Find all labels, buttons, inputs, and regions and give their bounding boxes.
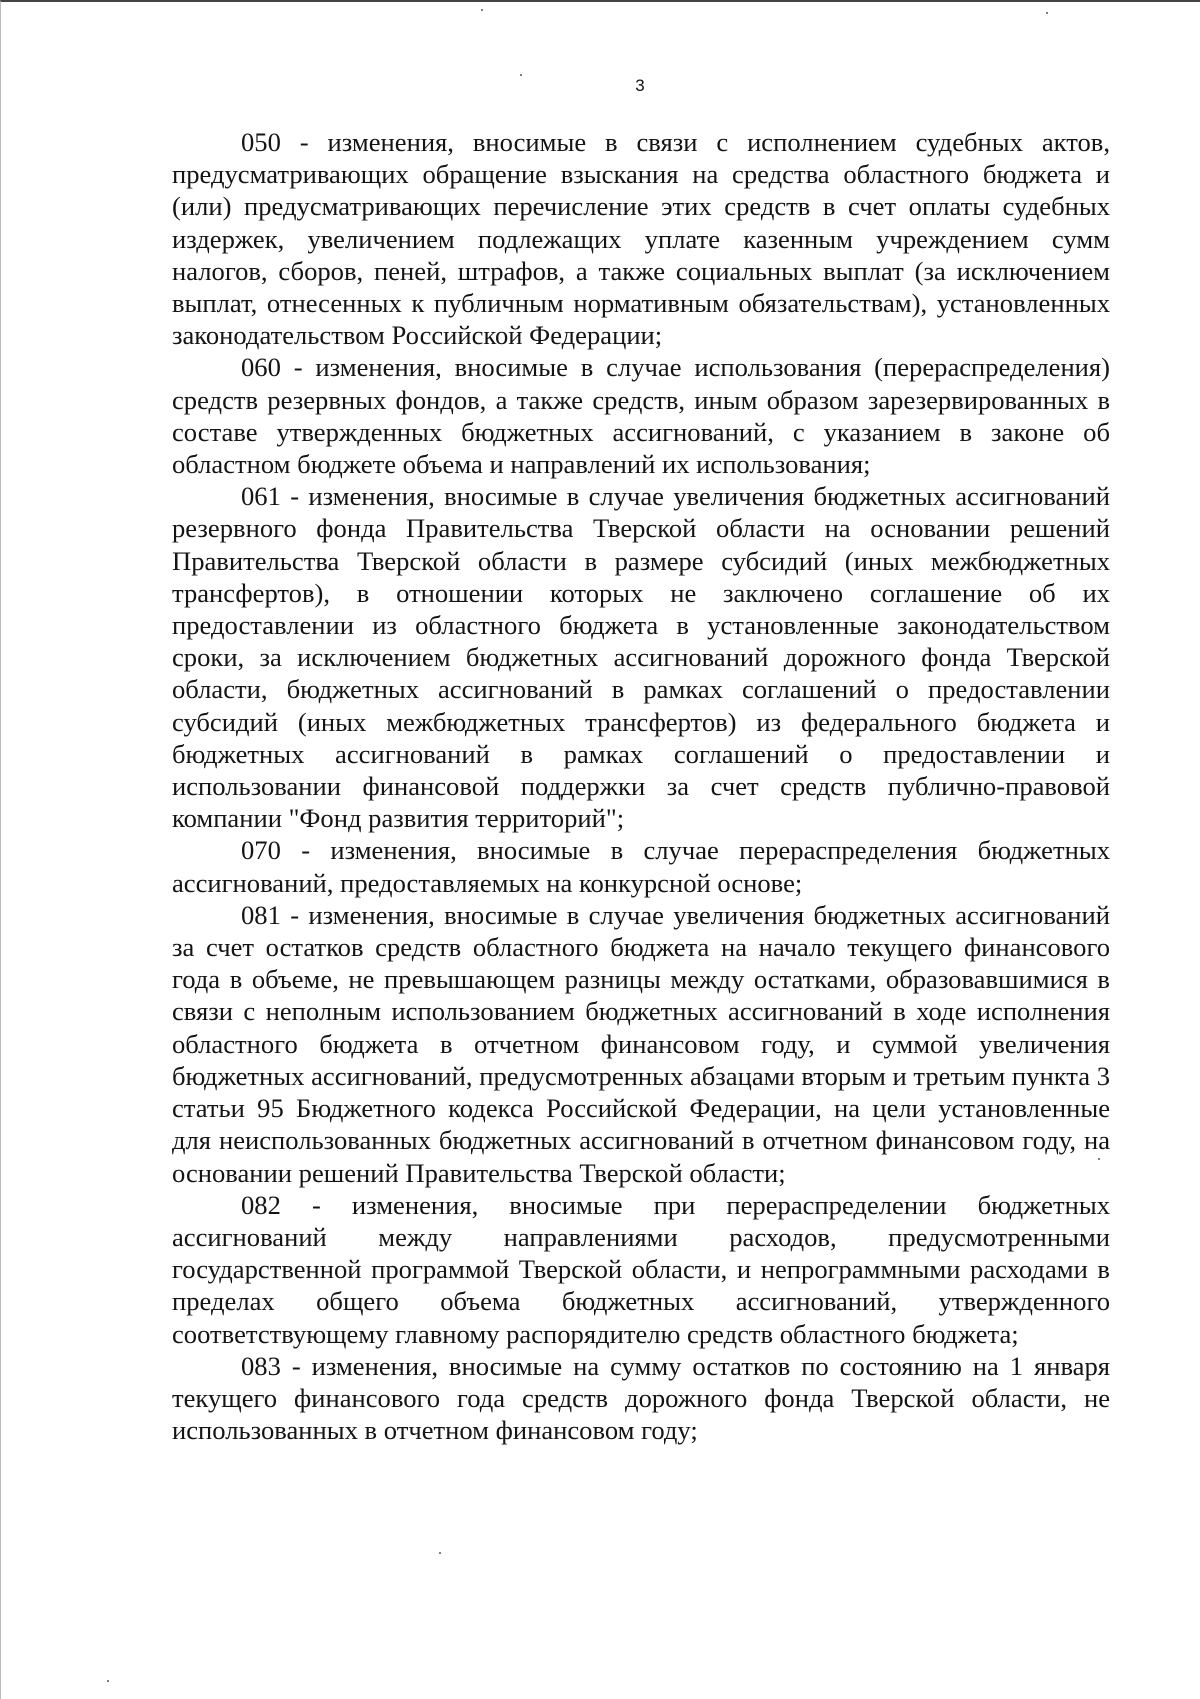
page-number: 3 — [635, 76, 645, 95]
paragraph-083: 083 - изменения, вносимые на сумму остатков по состоянию на 1 января текущего финансового года средств дорожного фонда Тверской области, не использованных в отчетном финансовом году; — [172, 1350, 1110, 1446]
paragraph-061: 061 - изменения, вносимые в случае увеличения бюджетных ассигнований резервного фонда Правительства Тверской области на основании решений Правительства Тверской области в размере субсидий (иных межбюджетных трансфертов), в отношении которых не заключено соглашение об их предоставлении из областного бюджета в установленные законодательством сроки, за исключением бюджетных ассигнований дорожного фонда Тверской области, бюджетных ассигнований в рамках соглашений о предоставлении субсидий (иных межбюджетных трансфертов) из федерального бюджета и бюджетных ассигнований в рамках соглашений о предоставлении и использовании финансовой поддержки за счет средств публично-правовой компании "Фонд развития территорий"; — [172, 481, 1110, 834]
paragraph-082: 082 - изменения, вносимые при перераспределении бюджетных ассигнований между направлениями расходов, предусмотренными государственной программой Тверской области, и непрограммными расходами в пределах общего объема бюджетных ассигнований, утвержденного соответствующему главному распорядителю средств областного бюджета; — [172, 1189, 1110, 1349]
scan-speck — [1046, 12, 1048, 14]
paragraph-050: 050 - изменения, вносимые в связи с исполнением судебных актов, предусматривающих обращение взыскания на средства областного бюджета и (или) предусматривающих перечисление этих средств в счет оплаты судебных издержек, увеличением подлежащих уплате казенным учреждением сумм налогов, сборов, пеней, штрафов, а также социальных выплат (за исключением выплат, отнесенных к публичным нормативным обязательствам), установленных законодательством Российской Федерации; — [172, 127, 1110, 351]
paragraph-081: 081 - изменения, вносимые в случае увеличения бюджетных ассигнований за счет остатков средств областного бюджета на начало текущего финансового года в объеме, не превышающем разницы между остатками, образовавшимися в связи с неполным использованием бюджетных ассигнований в ходе исполнения областного бюджета в отчетном финансовом году, и суммой увеличения бюджетных ассигнований, предусмотренных абзацами вторым и третьим пункта 3 статьи 95 Бюджетного кодекса Российской Федерации, на цели установленные для неиспользованных бюджетных ассигнований в отчетном финансовом году, на основании решений Правительства Тверской области; — [172, 899, 1110, 1188]
paragraph-070: 070 - изменения, вносимые в случае перераспределения бюджетных ассигнований, предоставляемых на конкурсной основе; — [172, 835, 1110, 898]
scan-speck — [481, 9, 483, 11]
scan-speck — [439, 1552, 441, 1554]
scan-speck — [520, 74, 522, 76]
scan-speck — [107, 1680, 109, 1682]
document-body — [172, 126, 1110, 1446]
paragraph-060: 060 - изменения, вносимые в случае использования (перераспределения) средств резервных фондов, а также средств, иным образом зарезервированных в составе утвержденных бюджетных ассигнований, с указанием в законе об областном бюджете объема и направлений их использования; — [172, 352, 1110, 480]
scan-speck — [1098, 1158, 1100, 1160]
